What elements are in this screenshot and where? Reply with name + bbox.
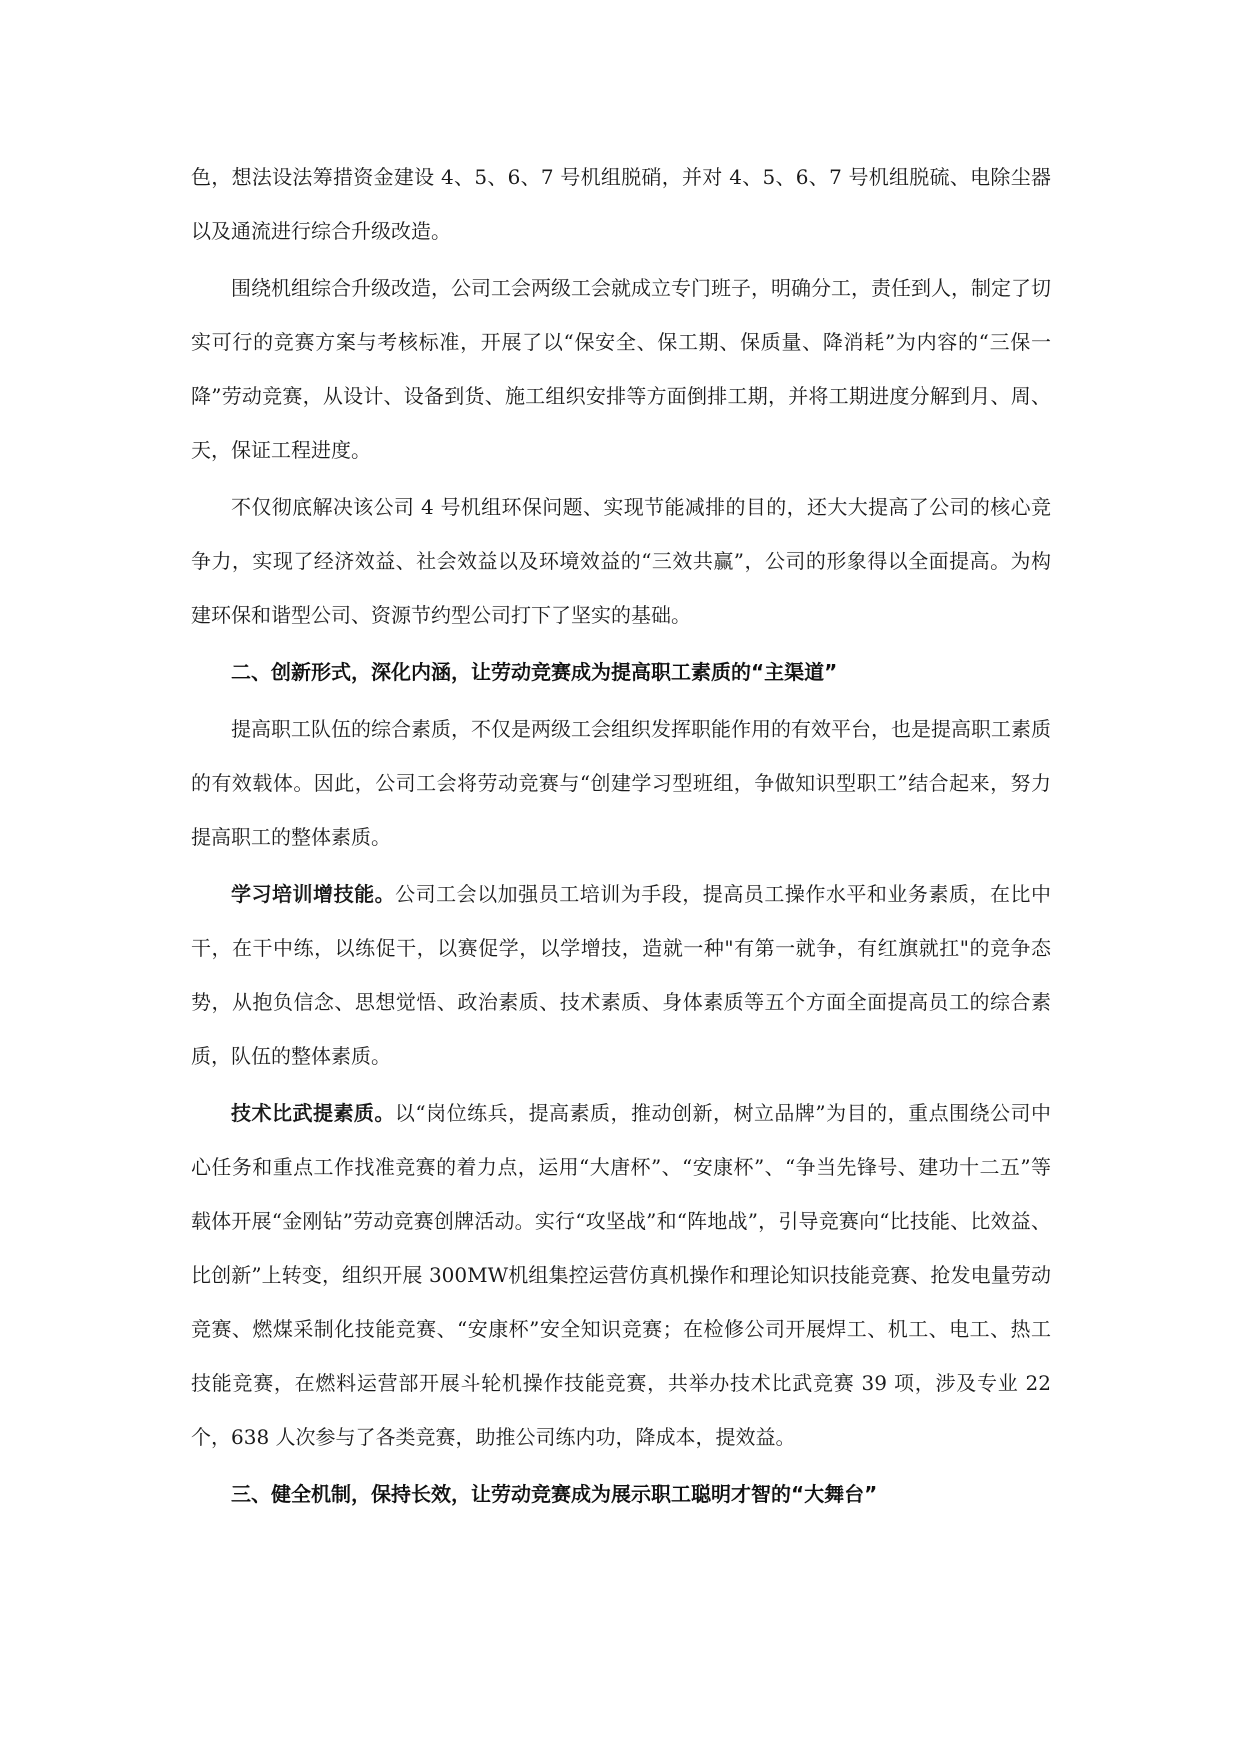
- paragraph-results: 不仅彻底解决该公司 4 号机组环保问题、实现节能减排的目的，还大大提高了公司的核心竞争力，实现了经济效益、社会效益以及环境效益的“三效共赢”，公司的形象得以全面提高。为构建环保和谐型公司、资源节约型公司打下了坚实的基础。: [191, 495, 1051, 627]
- paragraph-continuation: 色，想法设法筹措资金建设 4、5、6、7 号机组脱硝，并对 4、5、6、7 号机组脱硫、电除尘器以及通流进行综合升级改造。: [191, 165, 1051, 243]
- section-heading-2: 二、创新形式，深化内涵，让劳动竞赛成为提高职工素质的“主渠道”: [231, 660, 838, 684]
- paragraph-body-training: 公司工会以加强员工培训为手段，提高员工操作水平和业务素质，在比中干，在干中练，以练促干，以赛促学，以学增技，造就一种"有第一就争，有红旗就扛"的竞争态势，从抱负信念、思想觉悟、政治素质、技术素质、身体素质等五个方面全面提高员工的综合素质，队伍的整体素质。: [191, 882, 1052, 1068]
- paragraph-lead-skills: 技术比武提素质。: [231, 1101, 395, 1125]
- document-body: [191, 150, 1051, 1521]
- paragraph-training: [191, 867, 1051, 1083]
- paragraph-skills-contest: [191, 1086, 1051, 1464]
- paragraph-upgrade-campaign: 围绕机组综合升级改造，公司工会两级工会就成立专门班子，明确分工，责任到人，制定了切实可行的竞赛方案与考核标准，开展了以“保安全、保工期、保质量、降消耗”为内容的“三保一降”劳动竞赛，从设计、设备到货、施工组织安排等方面倒排工期，并将工期进度分解到月、周、天，保证工程进度。: [191, 276, 1051, 462]
- paragraph-staff-quality: 提高职工队伍的综合素质，不仅是两级工会组织发挥职能作用的有效平台，也是提高职工素质的有效载体。因此，公司工会将劳动竞赛与“创建学习型班组，争做知识型职工”结合起来，努力提高职工的整体素质。: [191, 717, 1051, 849]
- paragraph-body-skills: 以“岗位练兵，提高素质，推动创新，树立品牌”为目的，重点围绕公司中心任务和重点工作找准竞赛的着力点，运用“大唐杯”、“安康杯”、“争当先锋号、建功十二五”等载体开展“金刚钻”劳动竞赛创牌活动。实行“攻坚战”和“阵地战”，引导竞赛向“比技能、比效益、比创新”上转变，组织开展 300MW机组集控运营仿真机操作和理论知识技能竞赛、抢发电量劳动竞赛、燃煤采制化技能竞赛、“安康杯”安全知识竞赛；在检修公司开展焊工、机工、电工、热工技能竞赛，在燃料运营部开展斗轮机操作技能竞赛，共举办技术比武竞赛 39 项，涉及专业 22 个，638 人次参与了各类竞赛，助推公司练内功，降成本，提效益。: [191, 1101, 1052, 1449]
- paragraph-lead-training: 学习培训增技能。: [231, 882, 396, 906]
- section-heading-3: 三、健全机制，保持长效，让劳动竞赛成为展示职工聪明才智的“大舞台”: [231, 1482, 878, 1506]
